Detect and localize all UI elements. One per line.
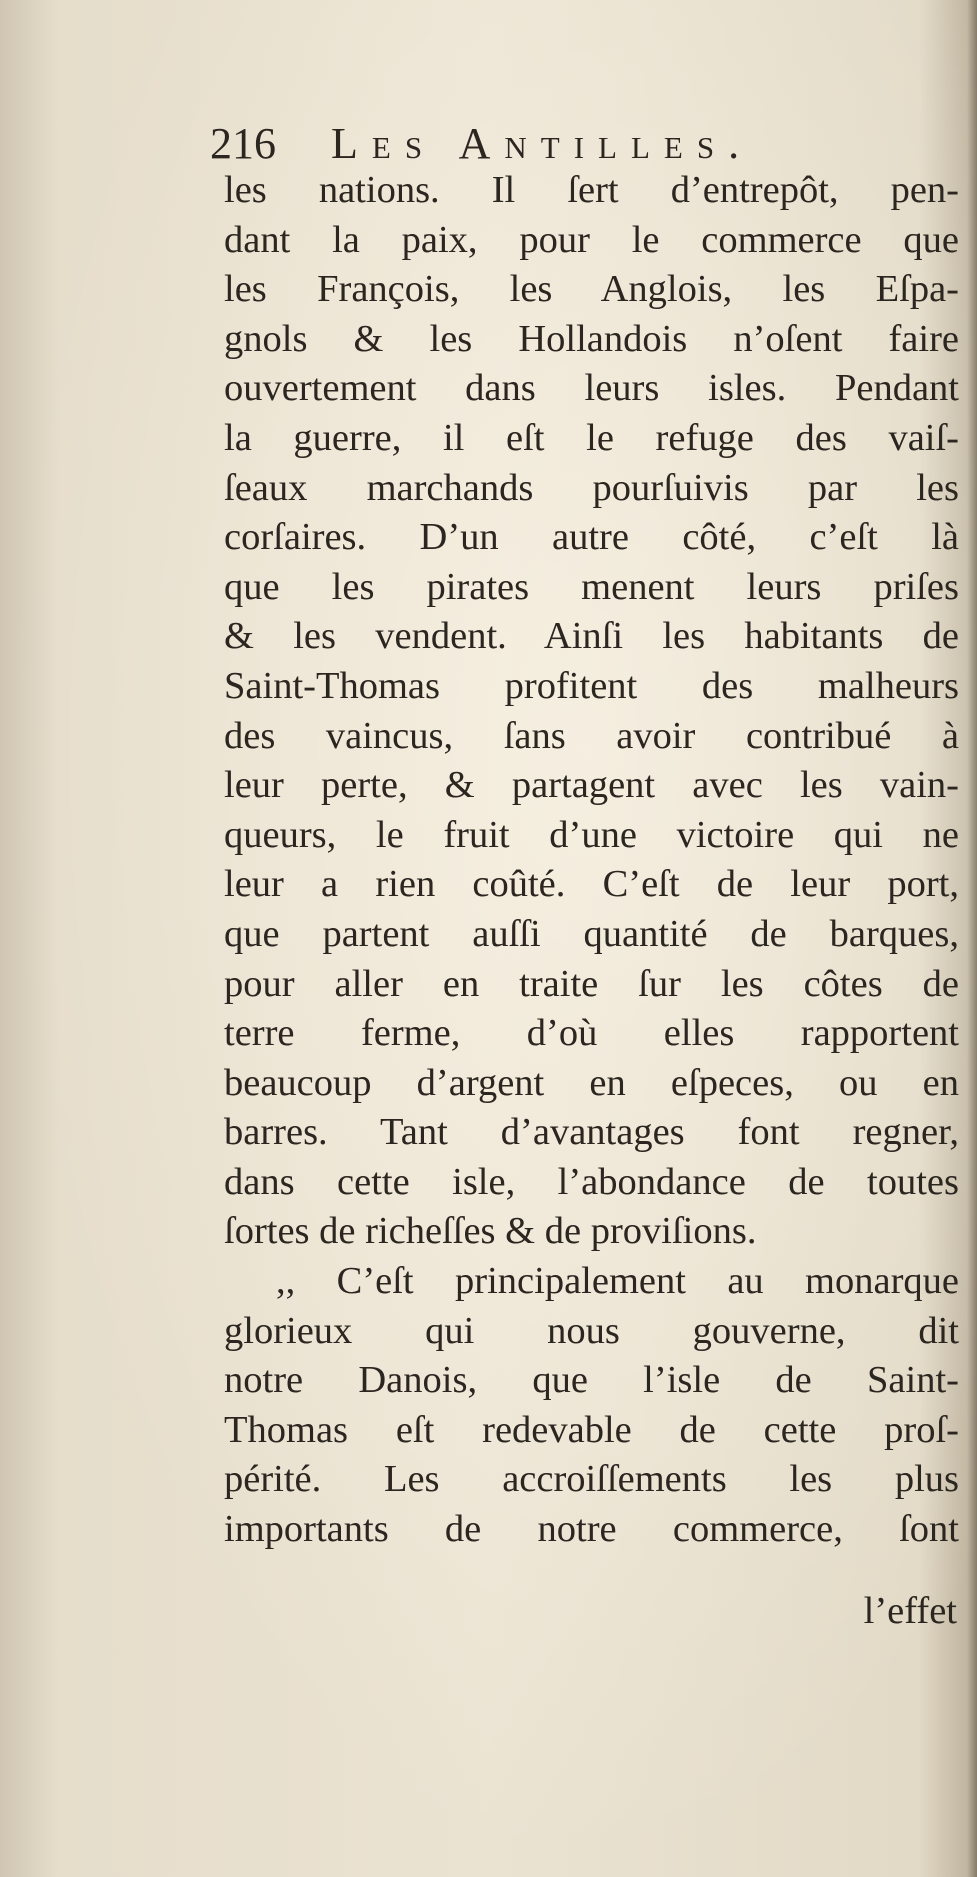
text-line: notre Danois, que l’isle de Saint- — [224, 1359, 959, 1402]
page-edge-shadow — [967, 0, 977, 1877]
text-line: que partent auſſi quantité de barques, — [224, 912, 959, 955]
text-line: queurs, le fruit d’une victoire qui ne — [224, 813, 959, 856]
text-line: beaucoup d’argent en eſpeces, ou en — [224, 1061, 959, 1104]
text-line: pour aller en traite ſur les côtes de — [224, 962, 959, 1005]
text-line: corſaires. D’un autre côté, c’eſt là — [224, 516, 959, 559]
text-line: leur a rien coûté. C’eſt de leur port, — [224, 863, 959, 906]
running-head — [210, 118, 850, 168]
text-line: Saint-Thomas profitent des malheurs — [224, 664, 959, 707]
text-line: périté. Les accroiſſements les plus — [224, 1458, 959, 1501]
text-line: que les pirates menent leurs priſes — [224, 565, 959, 608]
text-line: ſortes de richeſſes & de proviſions. — [224, 1210, 757, 1253]
text-line: glorieux qui nous gouverne, dit — [224, 1309, 959, 1352]
text-line: ſeaux marchands pourſuivis par les — [224, 466, 959, 509]
text-line: importants de notre commerce, ſont — [224, 1508, 959, 1551]
text-line: la guerre, il eſt le refuge des vaiſ- — [224, 416, 959, 459]
text-line: leur perte, & partagent avec les vain- — [224, 764, 959, 807]
text-line: gnols & les Hollandois n’oſent faire — [224, 317, 959, 360]
text-line: les nations. Il ſert d’entrepôt, pen- — [224, 169, 959, 211]
text-line: dans cette isle, l’abondance de toutes — [224, 1160, 959, 1203]
page-number: 216 — [210, 119, 276, 168]
text-line: des vaincus, ſans avoir contribué à — [224, 714, 959, 757]
text-line: & les vendent. Ainſi les habitants de — [224, 615, 959, 658]
running-title: Les Antilles. — [331, 119, 754, 168]
text-line: dant la paix, pour le commerce que — [224, 218, 959, 261]
text-line: barres. Tant d’avantages font regner, — [224, 1111, 959, 1154]
text-line: Thomas eſt redevable de cette proſ- — [224, 1408, 959, 1451]
text-line: terre ferme, d’où elles rapportent — [224, 1012, 959, 1055]
body-text — [224, 166, 959, 1555]
catchword: l’effet — [863, 1590, 957, 1632]
text-line: ouvertement dans leurs isles. Pendant — [224, 367, 959, 410]
text-line: les François, les Anglois, les Eſpa- — [224, 268, 959, 311]
text-line: ,, C’eſt principalement au monarque — [276, 1260, 959, 1303]
